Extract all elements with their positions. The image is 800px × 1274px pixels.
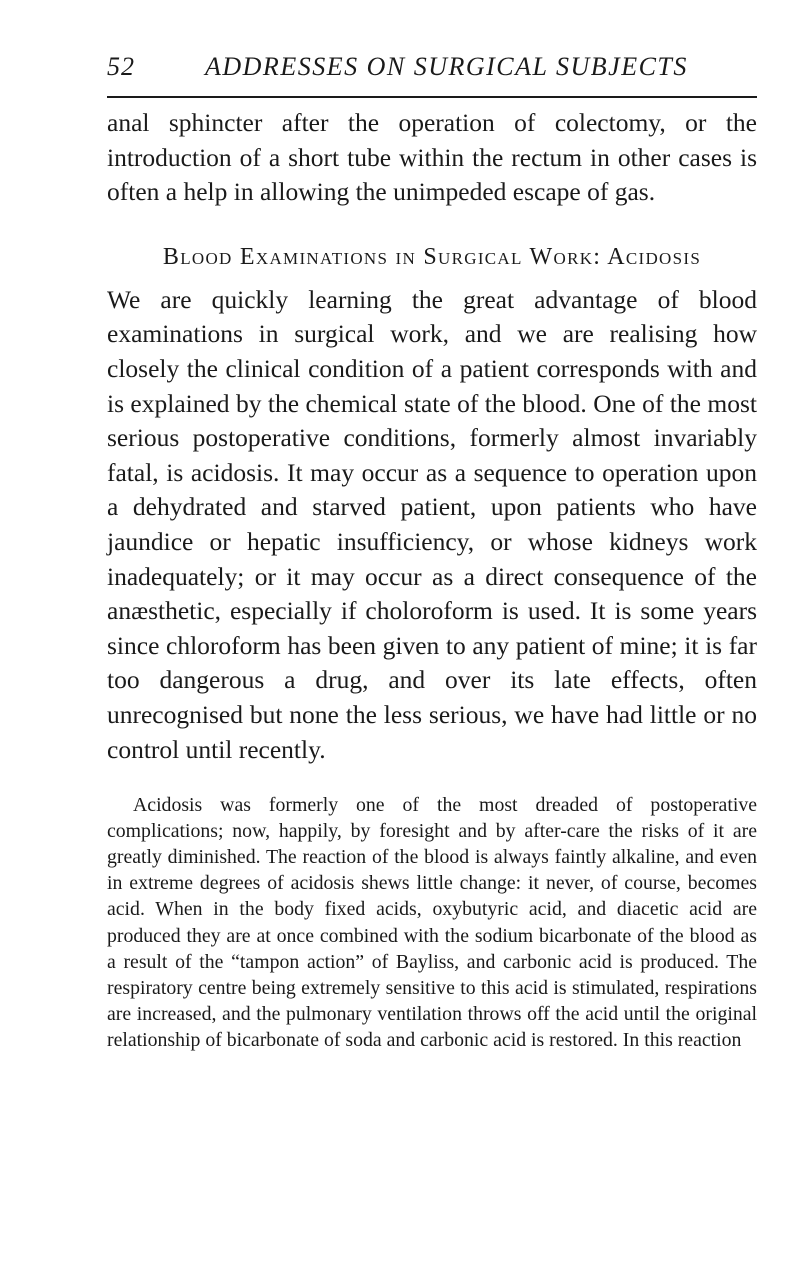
- page-content: [107, 52, 757, 1073]
- section-heading: Blood Examinations in Surgical Work: Acidosis: [162, 243, 702, 270]
- running-head: [107, 52, 757, 86]
- running-title: ADDRESSES ON SURGICAL SUBJECTS: [205, 52, 688, 81]
- header-rule: [107, 96, 757, 98]
- paragraph-main: We are quickly learning the great advantage of blood examinations in surgical work, and we are realising how closely the clinical condition of a patient corresponds with and is explained by the chemical state of the blood. One of the most serious postoperative conditions, formerly almost invariably fatal, is acidosis. It may occur as a sequence to operation upon a dehydrated and starved patient, upon patients who have jaundice or hepatic insufficiency, or whose kidneys work inadequately; or it may occur as a direct consequence of the anæsthetic, especially if choloroform is used. It is some years since chloroform has been given to any patient of mine; it is far too dangerous a drug, and over its late effects, often unrecognised but none the less serious, we have had little or no control until recently.: [107, 284, 757, 764]
- paragraph-small-print: Acidosis was formerly one of the most dreaded of postoperative complications; now, happily, by foresight and by after-care the risks of it are greatly diminished. The reaction of the blood is always faintly alkaline, and even in extreme degrees of acidosis shews little change: it never, of course, becomes acid. When in the body fixed acids, oxybutyric acid, and diacetic acid are produced they are at once combined with the sodium bicarbonate of the blood as a result of the “tampon action” of Bayliss, and carbonic acid is produced. The respiratory centre being extremely sensitive to this acid is stimulated, respirations are increased, and the pulmonary ventilation throws off the acid until the original relationship of bicarbonate of soda and carbonic acid is restored. In this reaction: [107, 794, 757, 1051]
- page-number: 52: [107, 52, 135, 81]
- paragraph-continuation: anal sphincter after the operation of colectomy, or the introduction of a short tube within the rectum in other cases is often a help in allowing the unimpeded escape of gas.: [107, 108, 757, 207]
